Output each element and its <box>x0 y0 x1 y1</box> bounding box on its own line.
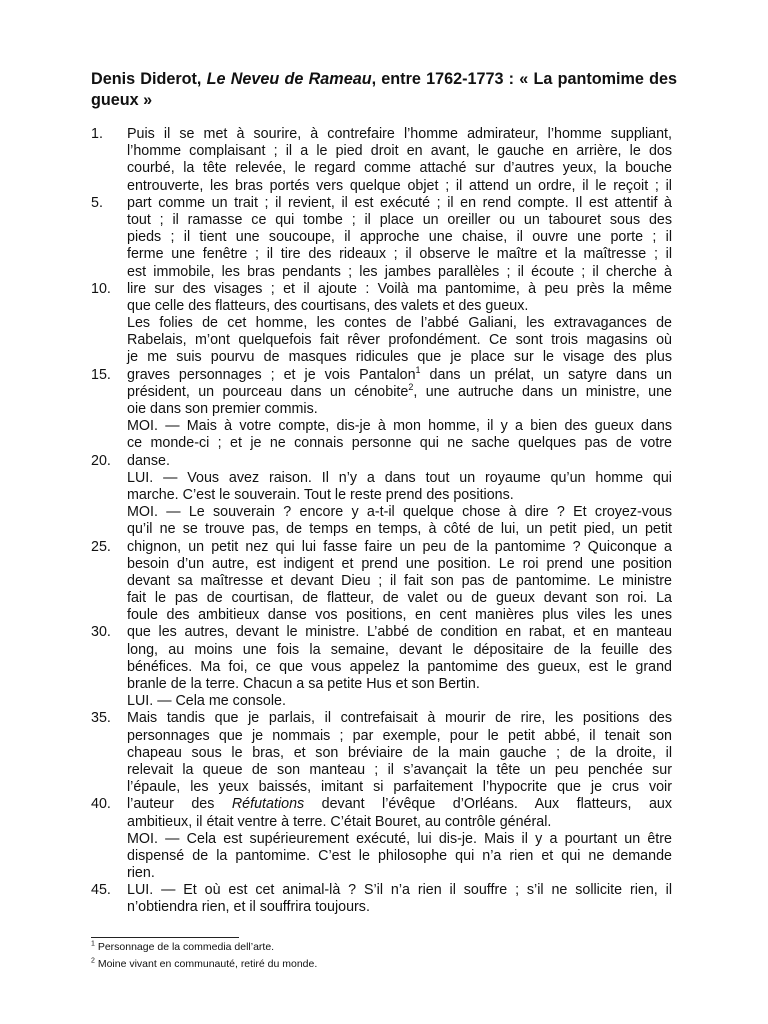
line-text <box>127 487 672 504</box>
text-line <box>91 315 671 332</box>
text-line <box>91 470 671 487</box>
line-text <box>127 539 672 556</box>
footnote-2 <box>91 958 491 971</box>
text-run: personnages que je nommais ; par exemple, pour le petit abbé, il tenait son <box>127 727 672 744</box>
line-text <box>127 281 672 298</box>
text-run: est immobile, les bras pendants ; les jambes parallèles ; il écoute ; il cherche à <box>127 263 672 280</box>
text-run: courbé, la tête relevée, le regard comme attaché sur d’autres yeux, la bouche <box>127 160 672 177</box>
text-run: tout ; il ramasse ce qui tombe ; il place un oreiller ou un tabouret sous des <box>127 211 672 228</box>
line-text <box>127 814 672 831</box>
line-text <box>127 504 672 521</box>
text-line <box>91 848 671 865</box>
text-line <box>91 573 671 590</box>
text-run: LUI. — Et où est cet animal-là ? S’il n’a rien il souffre ; s’il ne sollicite rien, il <box>127 882 672 899</box>
text-body <box>91 126 671 917</box>
text-line <box>91 178 671 195</box>
line-text <box>127 521 672 538</box>
text-line <box>91 521 671 538</box>
text-line <box>91 229 671 246</box>
text-line <box>91 349 671 366</box>
text-run: qu’il ne se trouve pas, de temps en temps, à côté de lui, un petit pied, un petit <box>127 521 672 538</box>
line-text <box>127 590 672 607</box>
line-text <box>127 779 672 796</box>
line-text <box>127 659 672 676</box>
text-line <box>91 264 671 281</box>
text-line <box>91 745 671 762</box>
line-text <box>127 264 672 281</box>
line-text <box>127 298 672 315</box>
line-text <box>127 882 672 899</box>
line-text <box>127 642 672 659</box>
text-line <box>91 710 671 727</box>
text-run: graves personnages ; et je vois Pantalon <box>127 366 416 383</box>
text-run: part comme un trait ; il revient, il est exécuté ; il en rend compte. Il est attentif à <box>127 194 672 211</box>
footnote-1 <box>91 941 491 954</box>
line-text <box>127 349 672 366</box>
footnote-mark: 2 <box>91 957 95 965</box>
text-run: oie dans son premier commis. <box>127 401 318 417</box>
text-line <box>91 126 671 143</box>
text-line <box>91 435 671 452</box>
text-line <box>91 556 671 573</box>
line-text <box>127 865 672 882</box>
text-run: fait le pas de courtisan, de flatteur, de valet ou de gueux devant son roi. La <box>127 590 672 607</box>
text-line <box>91 590 671 607</box>
line-text <box>127 332 672 349</box>
line-number: 25. <box>91 538 111 555</box>
line-text <box>127 762 672 779</box>
text-line <box>91 642 671 659</box>
text-line <box>91 779 671 796</box>
text-line <box>91 814 671 831</box>
line-number: 35. <box>91 710 111 727</box>
text-line <box>91 453 671 470</box>
line-text <box>127 178 672 195</box>
line-text <box>127 796 672 813</box>
text-run: l’épaule, les yeux baissés, imitant si parfaitement l’hypocrite que je crus voir <box>127 779 672 796</box>
italic-title: Réfutations <box>231 796 305 813</box>
text-line <box>91 212 671 229</box>
text-line <box>91 539 671 556</box>
text-run: que celle des flatteurs, des courtisans, des valets et des gueux. <box>127 297 529 314</box>
text-run: besoin d’un autre, est indigent et prend une position. Le roi prend une position <box>127 555 672 572</box>
text-run: président, un pourceau dans un cénobite <box>127 383 409 400</box>
text-line <box>91 676 671 693</box>
line-text <box>127 848 672 865</box>
line-number: 40. <box>91 796 111 813</box>
line-number: 1. <box>91 126 103 142</box>
text-run: dispensé de la pantomime. C’est le philosophe qui n’a rien et qui ne demande <box>127 847 672 864</box>
text-line <box>91 899 671 916</box>
text-run: branle de la terre. Chacun a sa petite Hus et son Bertin. <box>127 676 480 692</box>
line-text <box>127 710 672 727</box>
line-text <box>127 384 672 401</box>
text-run: MOI. — Mais à votre compte, dis-je à mon homme, il y a bien des gueux dans <box>127 418 672 435</box>
line-text <box>127 899 672 916</box>
text-line <box>91 195 671 212</box>
text-run: Mais tandis que je parlais, il contrefaisait à mourir de rire, les positions des <box>127 710 672 727</box>
line-text <box>127 212 672 229</box>
footnote-reference: 1 <box>415 364 421 375</box>
text-run: lire sur des visages ; et il ajoute : Voilà ma pantomime, à peu près la même <box>127 280 672 297</box>
text-line <box>91 143 671 160</box>
text-run: l’auteur des <box>127 796 232 813</box>
line-text <box>127 556 672 573</box>
text-run: entrouverte, les bras portés vers quelque objet ; il attend un ordre, il le reçoit ; il <box>127 177 672 194</box>
line-text <box>127 143 672 160</box>
line-text <box>127 418 672 435</box>
text-run: bénéfices. Ma foi, ce que vous appelez la pantomime des gueux, est le grand <box>127 658 672 675</box>
line-number: 30. <box>91 624 111 641</box>
text-run: , une autruche dans un ministre, une <box>413 383 673 400</box>
line-text <box>127 607 672 624</box>
text-line <box>91 364 672 384</box>
text-line <box>91 298 671 315</box>
text-line <box>91 418 671 435</box>
title-work: Le Neveu de Rameau <box>206 70 372 88</box>
text-run: Rabelais, m’ont quelquefois fait rêver profondément. Ce sont trois magasins où <box>127 332 672 349</box>
text-run: Puis il se met à sourire, à contrefaire l’homme admirateur, l’homme suppliant, <box>127 126 672 142</box>
text-run: rien. <box>127 865 155 882</box>
line-text <box>127 831 672 848</box>
text-run: devant sa maîtresse et devant Dieu ; il fait son pas de pantomime. Le ministre <box>127 572 672 589</box>
text-line <box>91 281 671 298</box>
footnote-text: Moine vivant en communauté, retiré du monde. <box>94 958 318 970</box>
text-line <box>91 865 671 882</box>
text-run: marche. C’est le souverain. Tout le reste prend des positions. <box>127 486 514 503</box>
line-text <box>127 364 672 384</box>
line-text <box>127 745 672 762</box>
title-author: Denis Diderot, <box>91 70 207 88</box>
footnote-text: Personnage de la commedia dell’arte. <box>94 941 275 953</box>
line-number: 10. <box>91 280 111 297</box>
footnote-mark: 1 <box>91 940 95 948</box>
text-run: ce monde-ci ; et je ne connais personne qui ne sache quelques pas de votre <box>127 435 672 452</box>
text-run: je me suis pourvu de masques ridicules que je place sur le visage des plus <box>127 349 672 366</box>
text-line <box>91 728 671 745</box>
text-run: MOI. — Le souverain ? encore y a-t-il quelque chose à dire ? Et croyez-vous <box>127 504 672 521</box>
line-text <box>127 624 672 641</box>
text-run: foule des ambitieux danse vos positions, en cent manières plus viles les unes <box>127 607 672 624</box>
line-number: 45. <box>91 882 111 899</box>
line-text <box>127 126 672 143</box>
line-text <box>127 401 672 418</box>
text-line <box>91 762 671 779</box>
text-run: LUI. — Cela me console. <box>127 693 286 710</box>
text-run: long, au moins une fois la semaine, devant le dépositaire de la feuille des <box>127 641 672 658</box>
text-run: LUI. — Vous avez raison. Il n’y a dans tout un royaume qu’un homme qui <box>127 469 672 486</box>
text-run: devant l’évêque d’Orléans. Aux flatteurs, aux <box>304 796 672 813</box>
text-run: ambitieux, il était ventre à terre. C’était Bouret, au contrôle général. <box>127 813 552 830</box>
text-run: Les folies de cet homme, les contes de l’abbé Galiani, les extravagances de <box>127 315 672 332</box>
text-line <box>91 487 671 504</box>
text-line <box>91 160 671 177</box>
line-text <box>127 315 672 332</box>
text-line <box>91 659 671 676</box>
footnote-separator <box>91 937 239 938</box>
line-text <box>127 573 672 590</box>
text-run: ferme une fenêtre ; il tire des rideaux ; il observe le maître et la maîtresse ; il <box>127 246 672 263</box>
line-text <box>127 728 672 745</box>
line-text <box>127 470 672 487</box>
document-title <box>91 69 677 111</box>
line-text <box>127 246 672 263</box>
text-run: pieds ; il tient une soucoupe, il approche une chaise, il ouvre une porte ; il <box>127 229 672 246</box>
text-run: que les autres, devant le ministre. L’abbé de condition en rabat, et en manteau <box>127 624 672 641</box>
line-text <box>127 195 672 212</box>
footnote-reference: 2 <box>408 382 414 393</box>
title-date-subtitle: , entre 1762-1773 : « La pantomime des gueux » <box>91 70 678 109</box>
text-line <box>91 693 671 710</box>
line-text <box>127 693 672 710</box>
text-line <box>91 384 671 401</box>
text-line <box>91 332 671 349</box>
text-line <box>91 796 671 813</box>
text-run: chignon, un petit nez qui lui fasse faire un peu de la pantomime ? Quiconque a <box>127 538 672 555</box>
text-line <box>91 504 671 521</box>
text-run: dans un prélat, un satyre dans un <box>420 366 672 383</box>
text-line <box>91 401 671 418</box>
text-line <box>91 624 671 641</box>
text-run: relevait la queue de son manteau ; il s’avançait la tête un peu penchée sur <box>127 761 672 778</box>
line-text <box>127 435 672 452</box>
text-run: n’obtiendra rien, et il souffrira toujours. <box>127 899 370 916</box>
line-text <box>127 453 672 470</box>
line-text <box>127 229 672 246</box>
line-number: 5. <box>91 194 103 211</box>
line-number: 20. <box>91 452 111 469</box>
line-number: 15. <box>91 366 111 383</box>
text-line <box>91 246 671 263</box>
line-text <box>127 676 672 693</box>
text-run: danse. <box>127 452 170 469</box>
text-line <box>91 882 671 899</box>
text-run: l’homme complaisant ; il a le pied droit en avant, le gauche en arrière, le dos <box>127 143 672 160</box>
text-line <box>91 607 671 624</box>
text-run: chapeau sous le bras, et son bréviaire de la main gauche ; de la droite, il <box>127 744 672 761</box>
text-run: MOI. — Cela est supérieurement exécuté, lui dis-je. Mais il y a pourtant un être <box>127 830 672 847</box>
line-text <box>127 160 672 177</box>
text-line <box>91 831 671 848</box>
